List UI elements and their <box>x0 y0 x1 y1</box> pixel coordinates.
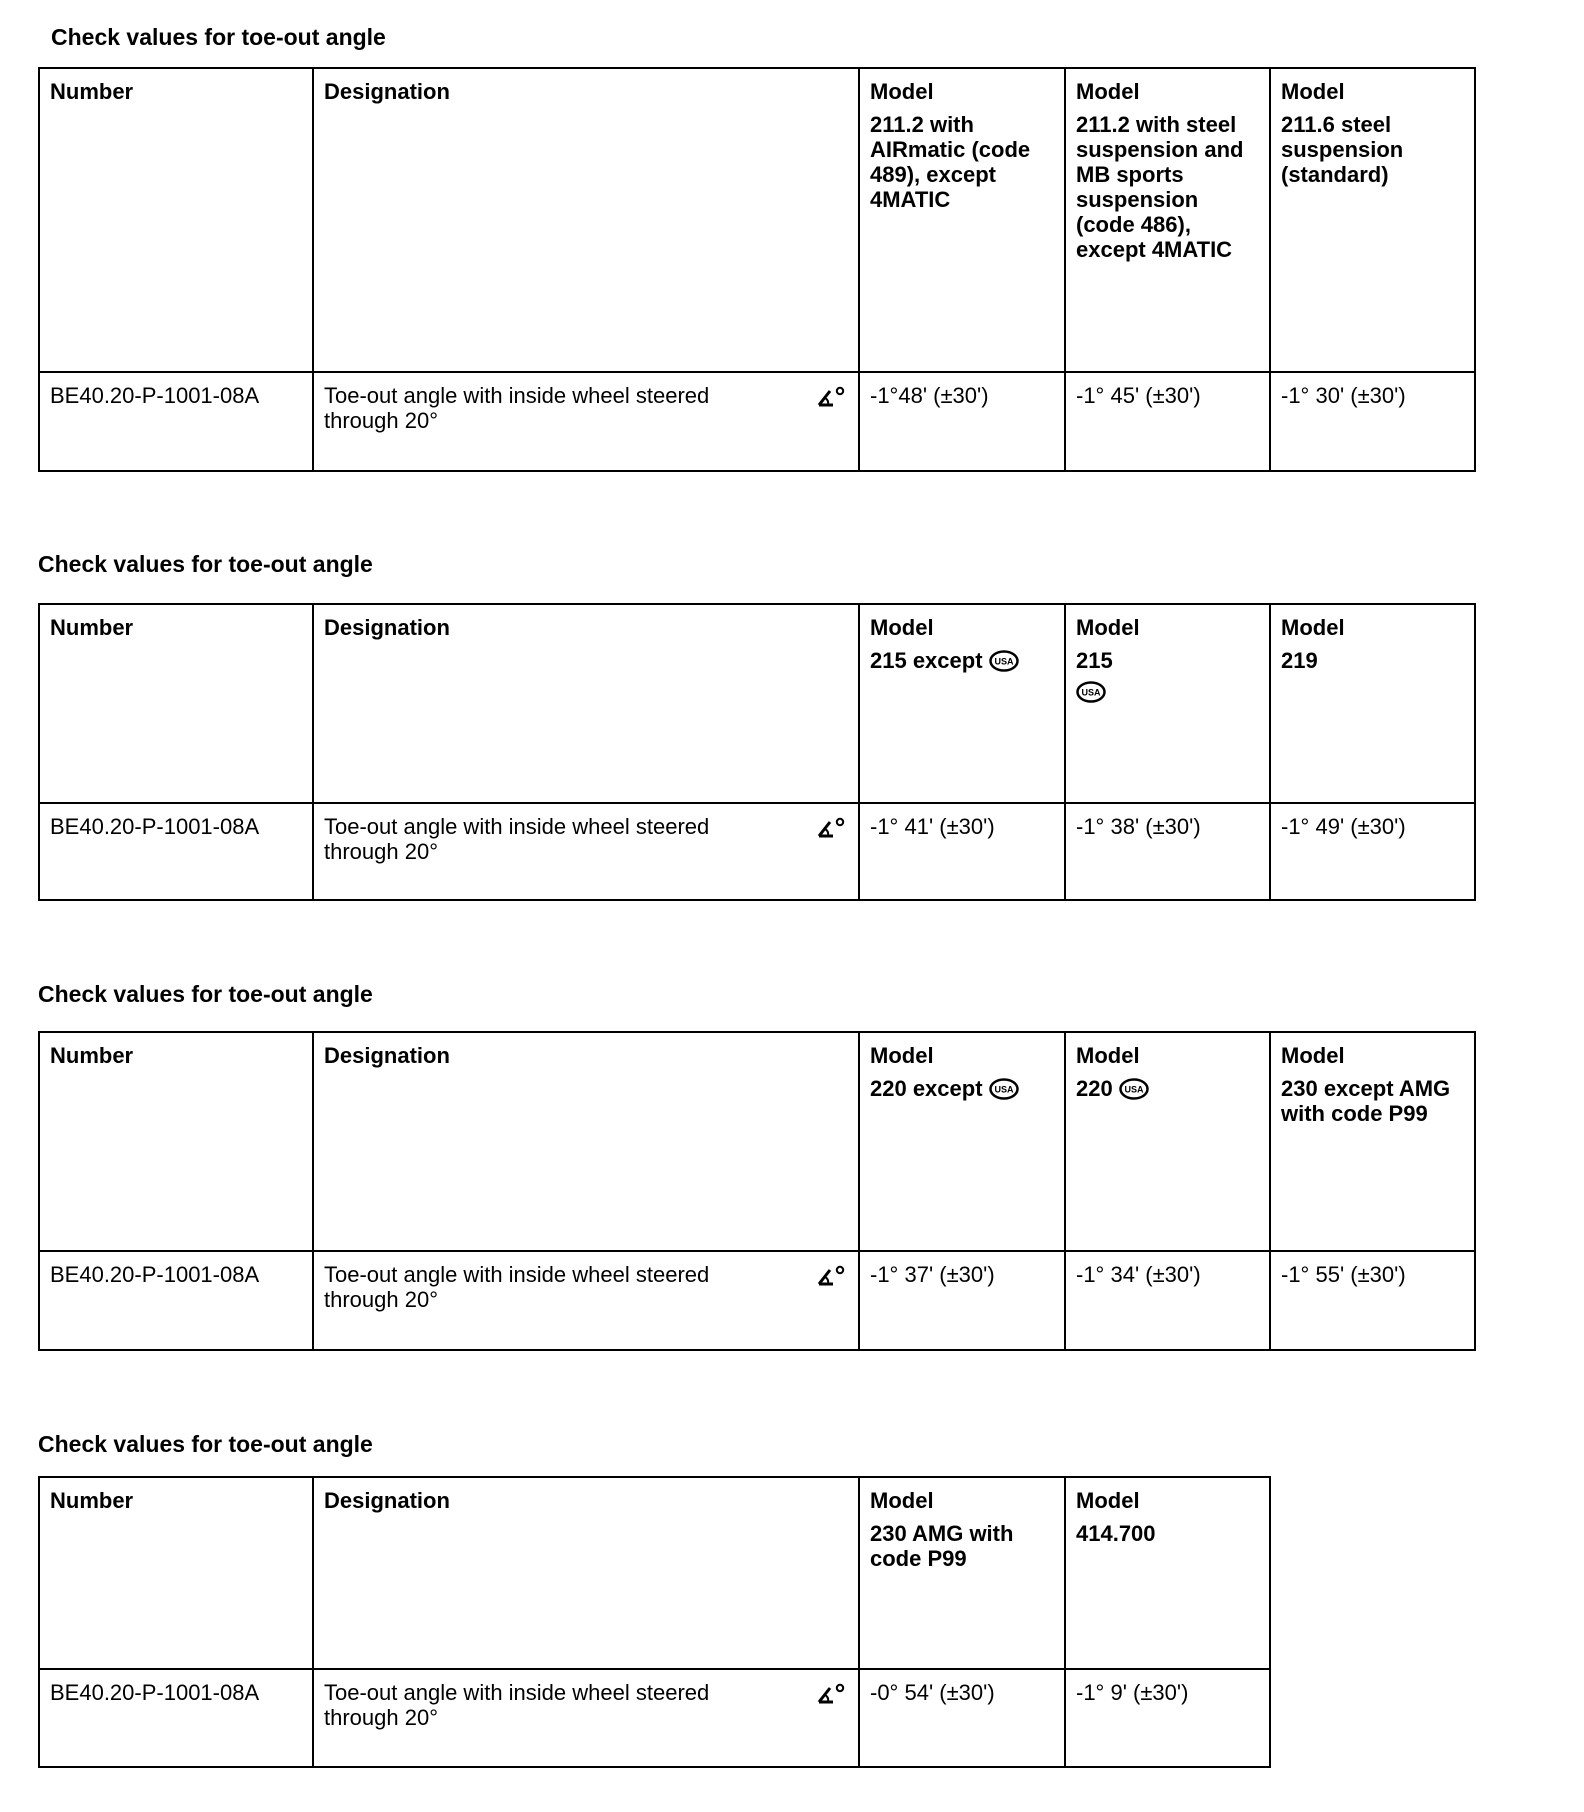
model-header <box>859 1032 1065 1251</box>
number-header: Number <box>39 604 313 803</box>
table-row <box>39 372 1475 471</box>
model-designation: 414.700 <box>1076 1521 1156 1546</box>
section-title: Check values for toe-out angle <box>38 1431 373 1457</box>
table-header-row <box>39 68 1475 372</box>
table-header-row <box>39 1477 1270 1669</box>
model-label: Model <box>870 79 934 104</box>
model-designation <box>870 1076 1054 1101</box>
number-header: Number <box>39 1477 313 1669</box>
value-cell: -1° 9' (±30') <box>1065 1669 1270 1767</box>
value-cell: -1° 38' (±30') <box>1065 803 1270 900</box>
value-cell: -0° 54' (±30') <box>859 1669 1065 1767</box>
model-header <box>1270 1032 1475 1251</box>
model-designation: 230 except AMG with code P99 <box>1281 1076 1451 1126</box>
model-header <box>1270 604 1475 803</box>
toe-angle-icon <box>816 385 848 409</box>
model-label: Model <box>1281 615 1345 640</box>
designation-text: Toe-out angle with inside wheel steered through 20° <box>324 1262 710 1312</box>
model-header <box>1270 68 1475 372</box>
section-title: Check values for toe-out angle <box>38 551 373 577</box>
model-label: Model <box>1281 1043 1345 1068</box>
model-header <box>1065 1032 1270 1251</box>
check-values-table <box>38 603 1476 901</box>
designation-text: Toe-out angle with inside wheel steered through 20° <box>324 814 710 864</box>
model-header <box>1065 604 1270 803</box>
model-header <box>859 68 1065 372</box>
model-label: Model <box>1281 79 1345 104</box>
check-values-table <box>38 1031 1476 1351</box>
model-designation-text: 220 <box>1076 1076 1113 1101</box>
value-cell: -1° 55' (±30') <box>1270 1251 1475 1350</box>
usa-badge-icon <box>1119 1078 1149 1100</box>
model-label: Model <box>1076 615 1140 640</box>
designation-cell <box>313 803 859 900</box>
table-header-row <box>39 1032 1475 1251</box>
number-header: Number <box>39 1032 313 1251</box>
model-label: Model <box>1076 1488 1140 1513</box>
usa-badge-icon <box>989 650 1019 672</box>
usa-badge-text: USA <box>994 1084 1014 1095</box>
designation-text: Toe-out angle with inside wheel steered through 20° <box>324 383 710 433</box>
model-label: Model <box>1076 1043 1140 1068</box>
model-header <box>859 1477 1065 1669</box>
model-label: Model <box>1076 79 1140 104</box>
designation-header: Designation <box>313 1032 859 1251</box>
model-designation-text: 220 except <box>870 1076 983 1101</box>
model-designation: 211.6 steel suspension (standard) <box>1281 112 1404 187</box>
designation-text: Toe-out angle with inside wheel steered through 20° <box>324 1680 710 1730</box>
part-number: BE40.20-P-1001-08A <box>39 803 313 900</box>
part-number: BE40.20-P-1001-08A <box>39 1669 313 1767</box>
section-title: Check values for toe-out angle <box>38 981 373 1007</box>
model-designation: 215 <box>1076 648 1113 673</box>
toe-angle-icon <box>816 816 848 840</box>
value-cell: -1° 37' (±30') <box>859 1251 1065 1350</box>
value-cell: -1° 45' (±30') <box>1065 372 1270 471</box>
model-label: Model <box>870 1488 934 1513</box>
section-title: Check values for toe-out angle <box>51 24 386 50</box>
model-header <box>859 604 1065 803</box>
check-values-table <box>38 1476 1271 1768</box>
table-row <box>39 1669 1270 1767</box>
model-designation-text: 215 except <box>870 648 983 673</box>
model-header <box>1065 1477 1270 1669</box>
value-cell: -1°48' (±30') <box>859 372 1065 471</box>
usa-badge-text: USA <box>994 656 1014 667</box>
table-header-row <box>39 604 1475 803</box>
value-cell: -1° 49' (±30') <box>1270 803 1475 900</box>
model-header <box>1065 68 1270 372</box>
toe-angle-icon <box>816 1264 848 1288</box>
part-number: BE40.20-P-1001-08A <box>39 372 313 471</box>
designation-cell <box>313 1669 859 1767</box>
usa-badge-text: USA <box>1124 1084 1144 1095</box>
model-label: Model <box>870 1043 934 1068</box>
designation-cell <box>313 372 859 471</box>
model-designation <box>870 648 1054 673</box>
model-designation: 211.2 with steel suspension and MB sports suspension (code 486), except 4MATIC <box>1076 112 1244 262</box>
designation-header: Designation <box>313 604 859 803</box>
model-label: Model <box>870 615 934 640</box>
usa-badge-text: USA <box>1081 687 1101 698</box>
value-cell: -1° 41' (±30') <box>859 803 1065 900</box>
designation-header: Designation <box>313 68 859 372</box>
value-cell: -1° 30' (±30') <box>1270 372 1475 471</box>
table-row <box>39 1251 1475 1350</box>
table-row <box>39 803 1475 900</box>
model-designation: 230 AMG with code P99 <box>870 1521 1014 1571</box>
number-header: Number <box>39 68 313 372</box>
part-number: BE40.20-P-1001-08A <box>39 1251 313 1350</box>
designation-cell <box>313 1251 859 1350</box>
model-designation: 219 <box>1281 648 1318 673</box>
check-values-table <box>38 67 1476 472</box>
usa-badge-icon <box>989 1078 1019 1100</box>
toe-angle-icon <box>816 1682 848 1706</box>
model-designation <box>1076 1076 1259 1101</box>
usa-badge-icon <box>1076 681 1106 703</box>
value-cell: -1° 34' (±30') <box>1065 1251 1270 1350</box>
designation-header: Designation <box>313 1477 859 1669</box>
model-designation: 211.2 with AIRmatic (code 489), except 4MATIC <box>870 112 1031 212</box>
